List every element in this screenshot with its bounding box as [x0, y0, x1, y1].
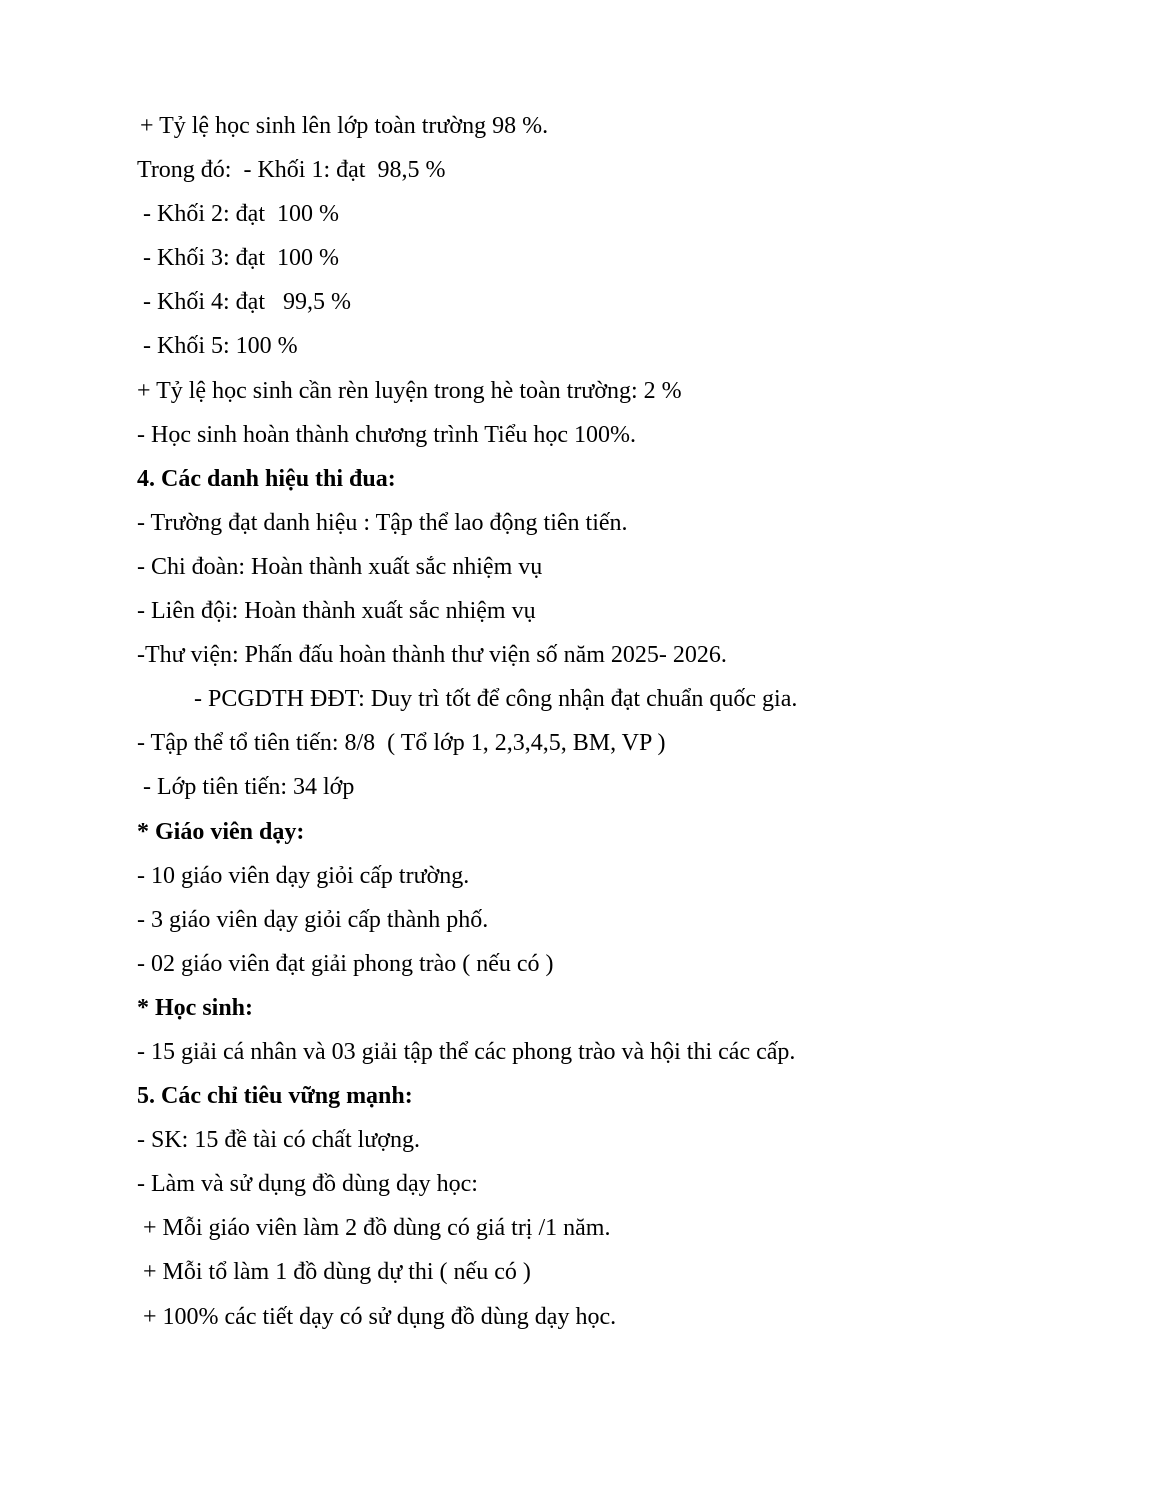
document-page [0, 104, 1160, 1339]
teacher-aids-line: + Mỗi giáo viên làm 2 đồ dùng có giá trị /1 năm. [137, 1215, 611, 1242]
grade-4-rate-line: - Khối 4: đạt 99,5 % [137, 289, 351, 316]
program-completion-line: - Học sinh hoàn thành chương trình Tiểu học 100%. [137, 421, 636, 448]
promotion-rate-line: + Tỷ lệ học sinh lên lớp toàn trường 98 %. [140, 113, 549, 139]
teaching-aids-line: - Làm và sử dụng đồ dùng dạy học: [137, 1171, 478, 1198]
teachers-subheading: * Giáo viên dạy: [137, 818, 305, 845]
advanced-groups-line: - Tập thể tổ tiên tiến: 8/8 ( Tổ lớp 1, 2,3,4,5, BM, VP ) [137, 730, 666, 757]
grade-5-rate-line: - Khối 5: 100 % [137, 333, 298, 360]
grade-3-rate-line: - Khối 3: đạt 100 % [137, 245, 339, 272]
student-awards-line: - 15 giải cá nhân và 03 giải tập thể các phong trào và hội thi các cấp. [137, 1038, 796, 1065]
school-level-teachers-line: - 10 giáo viên dạy giỏi cấp trường. [137, 862, 470, 889]
group-aids-line: + Mỗi tổ làm 1 đồ dùng dự thi ( nếu có ) [137, 1259, 531, 1286]
universal-education-line: - PCGDTH ĐĐT: Duy trì tốt để công nhận đạt chuẩn quốc gia. [194, 686, 798, 713]
pioneer-team-line: - Liên đội: Hoàn thành xuất sắc nhiệm vụ [137, 598, 536, 625]
grade-2-rate-line: - Khối 2: đạt 100 % [137, 201, 339, 228]
section-5-heading: 5. Các chỉ tiêu vững mạnh: [137, 1083, 413, 1110]
youth-union-line: - Chi đoàn: Hoàn thành xuất sắc nhiệm vụ [137, 553, 543, 580]
movement-award-teachers-line: - 02 giáo viên đạt giải phong trào ( nếu có ) [137, 950, 554, 977]
city-level-teachers-line: - 3 giáo viên dạy giỏi cấp thành phố. [137, 906, 489, 933]
grade-1-rate-line: Trong đó: - Khối 1: đạt 98,5 % [137, 157, 446, 184]
lesson-aids-line: + 100% các tiết dạy có sử dụng đồ dùng dạy học. [137, 1303, 617, 1330]
students-subheading: * Học sinh: [137, 994, 254, 1021]
research-topics-line: - SK: 15 đề tài có chất lượng. [137, 1127, 420, 1154]
summer-training-rate-line: + Tỷ lệ học sinh cần rèn luyện trong hè toàn trường: 2 % [137, 377, 682, 404]
school-title-line: - Trường đạt danh hiệu : Tập thể lao động tiên tiến. [137, 509, 628, 536]
section-4-heading: 4. Các danh hiệu thi đua: [137, 465, 396, 492]
advanced-classes-line: - Lớp tiên tiến: 34 lớp [137, 774, 355, 801]
library-line: -Thư viện: Phấn đấu hoàn thành thư viện số năm 2025- 2026. [137, 642, 727, 669]
